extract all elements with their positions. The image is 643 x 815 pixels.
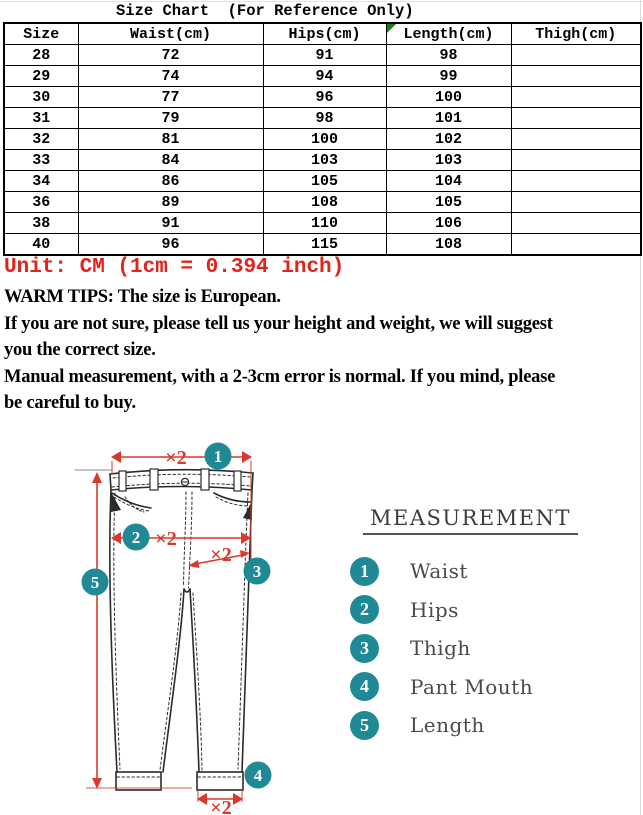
legend-title: MEASUREMENT [363, 506, 578, 535]
unit-note: Unit: CM (1cm = 0.394 inch) [4, 256, 345, 279]
column-header: Waist(cm) [78, 23, 263, 45]
svg-text:1: 1 [213, 447, 223, 466]
legend-item [345, 552, 639, 591]
table-cell: 94 [263, 66, 386, 87]
table-row [4, 66, 641, 87]
legend-item [345, 629, 639, 668]
table-cell: 98 [263, 108, 386, 129]
table-cell: 108 [386, 234, 511, 256]
table-cell [511, 45, 641, 66]
tip-line: WARM TIPS: The size is European. [4, 287, 281, 307]
table-cell: 105 [386, 192, 511, 213]
table-cell: 106 [386, 213, 511, 234]
table-cell [511, 129, 641, 150]
badge-1-waist [205, 443, 232, 470]
tip-line: If you are not sure, please tell us your height and weight, we will suggest [4, 313, 553, 334]
table-row [4, 234, 641, 256]
badge-5-length [82, 569, 109, 596]
table-row [4, 150, 641, 171]
number-badge: 1 [350, 557, 379, 586]
badge-3-thigh [244, 558, 271, 585]
table-cell: 79 [78, 108, 263, 129]
legend-label: Pant Mouth [410, 674, 534, 699]
badge-2-hips [123, 524, 150, 551]
legend-label: Thigh [410, 636, 471, 661]
table-cell: 115 [263, 234, 386, 256]
table-cell [511, 66, 641, 87]
table-cell: 91 [78, 213, 263, 234]
table-cell: 29 [4, 66, 78, 87]
table-cell [511, 171, 641, 192]
table-cell [511, 234, 641, 256]
column-header: Length(cm) [386, 23, 511, 45]
number-badge: 5 [350, 711, 379, 740]
pants-outline [75, 469, 253, 790]
table-cell: 81 [78, 129, 263, 150]
legend-item [345, 668, 639, 707]
table-row [4, 171, 641, 192]
table-cell: 30 [4, 87, 78, 108]
table-cell: 31 [4, 108, 78, 129]
size-table-body [4, 45, 641, 256]
column-header: Thigh(cm) [511, 23, 641, 45]
svg-text:4: 4 [253, 766, 263, 785]
table-row [4, 87, 641, 108]
measurement-legend-list [345, 552, 639, 745]
table-cell: 28 [4, 45, 78, 66]
page-title: Size Chart (For Reference Only) [116, 2, 414, 20]
table-cell: 103 [263, 150, 386, 171]
table-cell: 40 [4, 234, 78, 256]
warm-tips [4, 284, 643, 417]
table-cell: 74 [78, 66, 263, 87]
legend-label: Hips [410, 597, 459, 622]
table-cell: 108 [263, 192, 386, 213]
thigh-x2-label: ×2 [210, 544, 232, 566]
table-cell: 104 [386, 171, 511, 192]
table-cell [511, 150, 641, 171]
waist-x2-label: ×2 [165, 447, 187, 469]
table-cell [511, 108, 641, 129]
tip-line: you the correct size. [4, 340, 156, 360]
table-row [4, 108, 641, 129]
legend-label: Length [410, 713, 485, 738]
table-cell: 86 [78, 171, 263, 192]
table-cell: 103 [386, 150, 511, 171]
table-cell: 32 [4, 129, 78, 150]
pockets [111, 492, 252, 520]
hips-x2-label: ×2 [155, 528, 177, 550]
table-cell: 89 [78, 192, 263, 213]
table-row [4, 45, 641, 66]
size-table [3, 22, 642, 256]
legend-label: Waist [410, 559, 468, 584]
multiplier-labels [155, 447, 231, 815]
table-cell: 38 [4, 213, 78, 234]
svg-text:5: 5 [90, 573, 100, 592]
number-badge: 4 [350, 672, 379, 701]
table-row [4, 129, 641, 150]
table-row [4, 213, 641, 234]
table-cell [511, 192, 641, 213]
cuffs [116, 772, 243, 790]
table-cell: 77 [78, 87, 263, 108]
number-badge: 2 [350, 595, 379, 624]
table-cell: 100 [263, 129, 386, 150]
table-cell: 110 [263, 213, 386, 234]
legend-item [345, 706, 639, 745]
measurement-legend [345, 506, 639, 745]
pant-mouth-x2-label: ×2 [210, 797, 232, 815]
table-cell: 34 [4, 171, 78, 192]
table-cell [511, 213, 641, 234]
svg-text:3: 3 [252, 562, 262, 581]
legend-item [345, 591, 639, 630]
length-arrow [86, 472, 192, 789]
table-cell [511, 87, 641, 108]
tip-line: be careful to buy. [4, 393, 136, 413]
table-cell: 36 [4, 192, 78, 213]
table-cell: 84 [78, 150, 263, 171]
table-cell: 98 [386, 45, 511, 66]
table-cell: 96 [78, 234, 263, 256]
table-cell: 33 [4, 150, 78, 171]
table-cell: 101 [386, 108, 511, 129]
number-badge: 3 [350, 634, 379, 663]
badge-4-pant-mouth [245, 762, 272, 789]
table-row [4, 192, 641, 213]
column-header: Size [4, 23, 78, 45]
table-cell: 72 [78, 45, 263, 66]
table-cell: 96 [263, 87, 386, 108]
tip-line: Manual measurement, with a 2-3cm error is normal. If you mind, please [4, 366, 556, 387]
svg-text:2: 2 [131, 528, 141, 547]
table-cell: 102 [386, 129, 511, 150]
column-header: Hips(cm) [263, 23, 386, 45]
table-cell: 105 [263, 171, 386, 192]
table-cell: 91 [263, 45, 386, 66]
table-cell: 100 [386, 87, 511, 108]
table-cell: 99 [386, 66, 511, 87]
size-table-head-row [4, 23, 641, 45]
